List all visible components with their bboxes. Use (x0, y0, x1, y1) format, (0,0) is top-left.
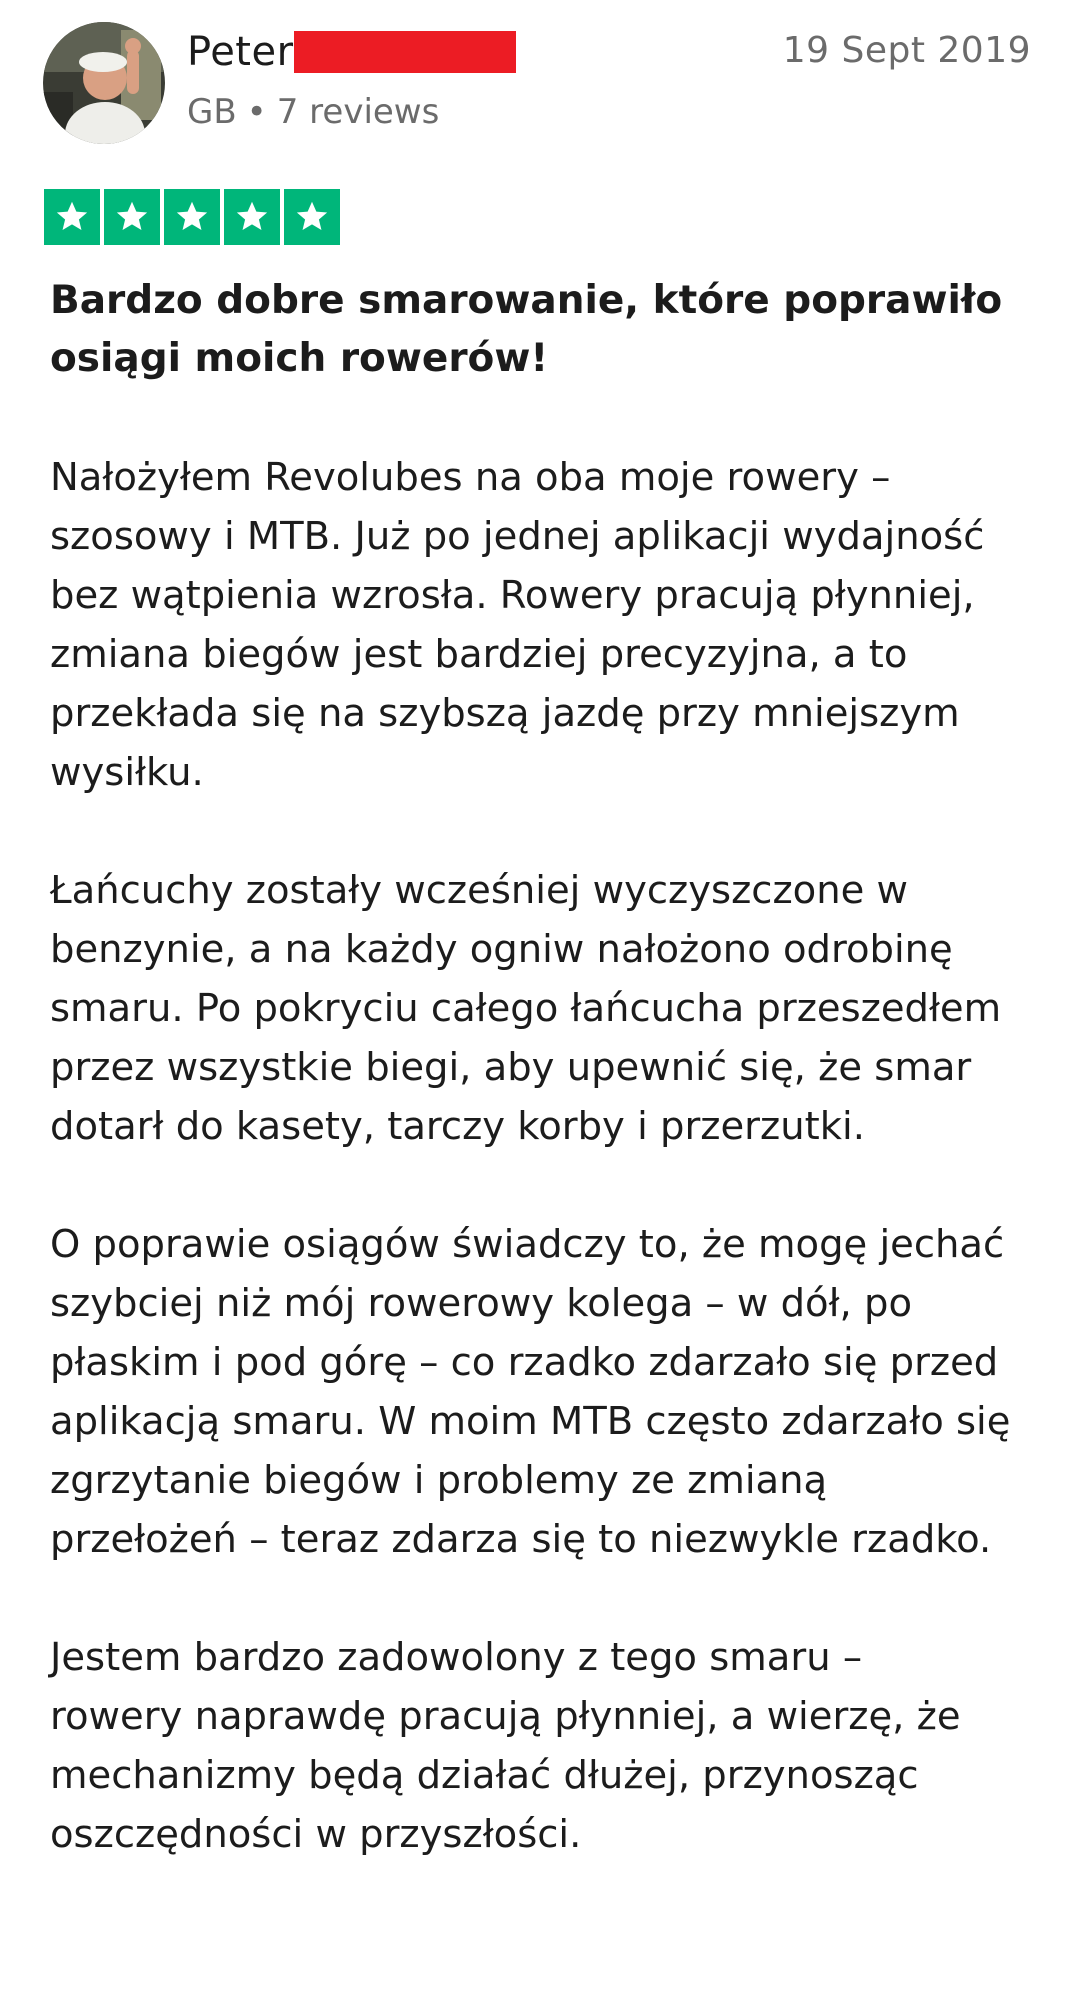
star-box (224, 189, 280, 245)
review-paragraph: Jestem bardzo zadowolony z tego smaru – rowery naprawdę pracują płynniej, a wierzę, że mechanizmy będą działać dłużej, przynosząc oszczędności w przyszłości. (50, 1635, 961, 1857)
star-box (44, 189, 100, 245)
review-date: 19 Sept 2019 (782, 30, 1031, 71)
review-paragraph: Łańcuchy zostały wcześniej wyczyszczone w benzynie, a na każdy ogniw nałożono odrobinę smaru. Po pokryciu całego łańcucha przeszedłem przez wszystkie biegi, aby upewnić się, że smar dotarł do kasety, tarczy korby i przerzutki. (50, 868, 1002, 1149)
star-icon (234, 199, 270, 235)
reviewer-name-row (187, 28, 516, 76)
review-paragraph: Nałożyłem Revolubes na oba moje rowery – szosowy i MTB. Już po jednej aplikacji wydajność bez wątpienia wzrosła. Rowery pracują płynniej, zmiana biegów jest bardziej precyzyjna, a to przekłada się na szybszą jazdę przy mniejszym wysiłku. (50, 455, 985, 795)
star-box (164, 189, 220, 245)
meta-separator: • (246, 92, 267, 132)
reviewer-name[interactable]: Peter (187, 29, 294, 75)
star-icon (54, 199, 90, 235)
avatar-photo (43, 22, 165, 144)
redaction-box (294, 31, 516, 73)
star-rating (44, 189, 340, 245)
reviewer-review-count[interactable]: 7 reviews (276, 92, 440, 132)
star-box (284, 189, 340, 245)
review-body (50, 448, 1040, 1923)
reviewer-meta (187, 92, 439, 132)
star-icon (114, 199, 150, 235)
review-title-text: Bardzo dobre smarowanie, które poprawiło osiągi moich rowerów! (50, 278, 1003, 381)
star-icon (174, 199, 210, 235)
review-paragraph: O poprawie osiągów świadczy to, że mogę jechać szybciej niż mój rowerowy kolega – w dół, po płaskim i pod górę – co rzadko zdarzało się przed aplikacją smaru. W moim MTB często zdarzało się zgrzytanie biegów i problemy ze zmianą przełożeń – teraz zdarza się to niezwykle rzadko. (50, 1222, 1011, 1562)
review-title[interactable] (50, 272, 1030, 388)
reviewer-country: GB (187, 92, 237, 132)
avatar[interactable] (43, 22, 165, 144)
star-icon (294, 199, 330, 235)
star-box (104, 189, 160, 245)
